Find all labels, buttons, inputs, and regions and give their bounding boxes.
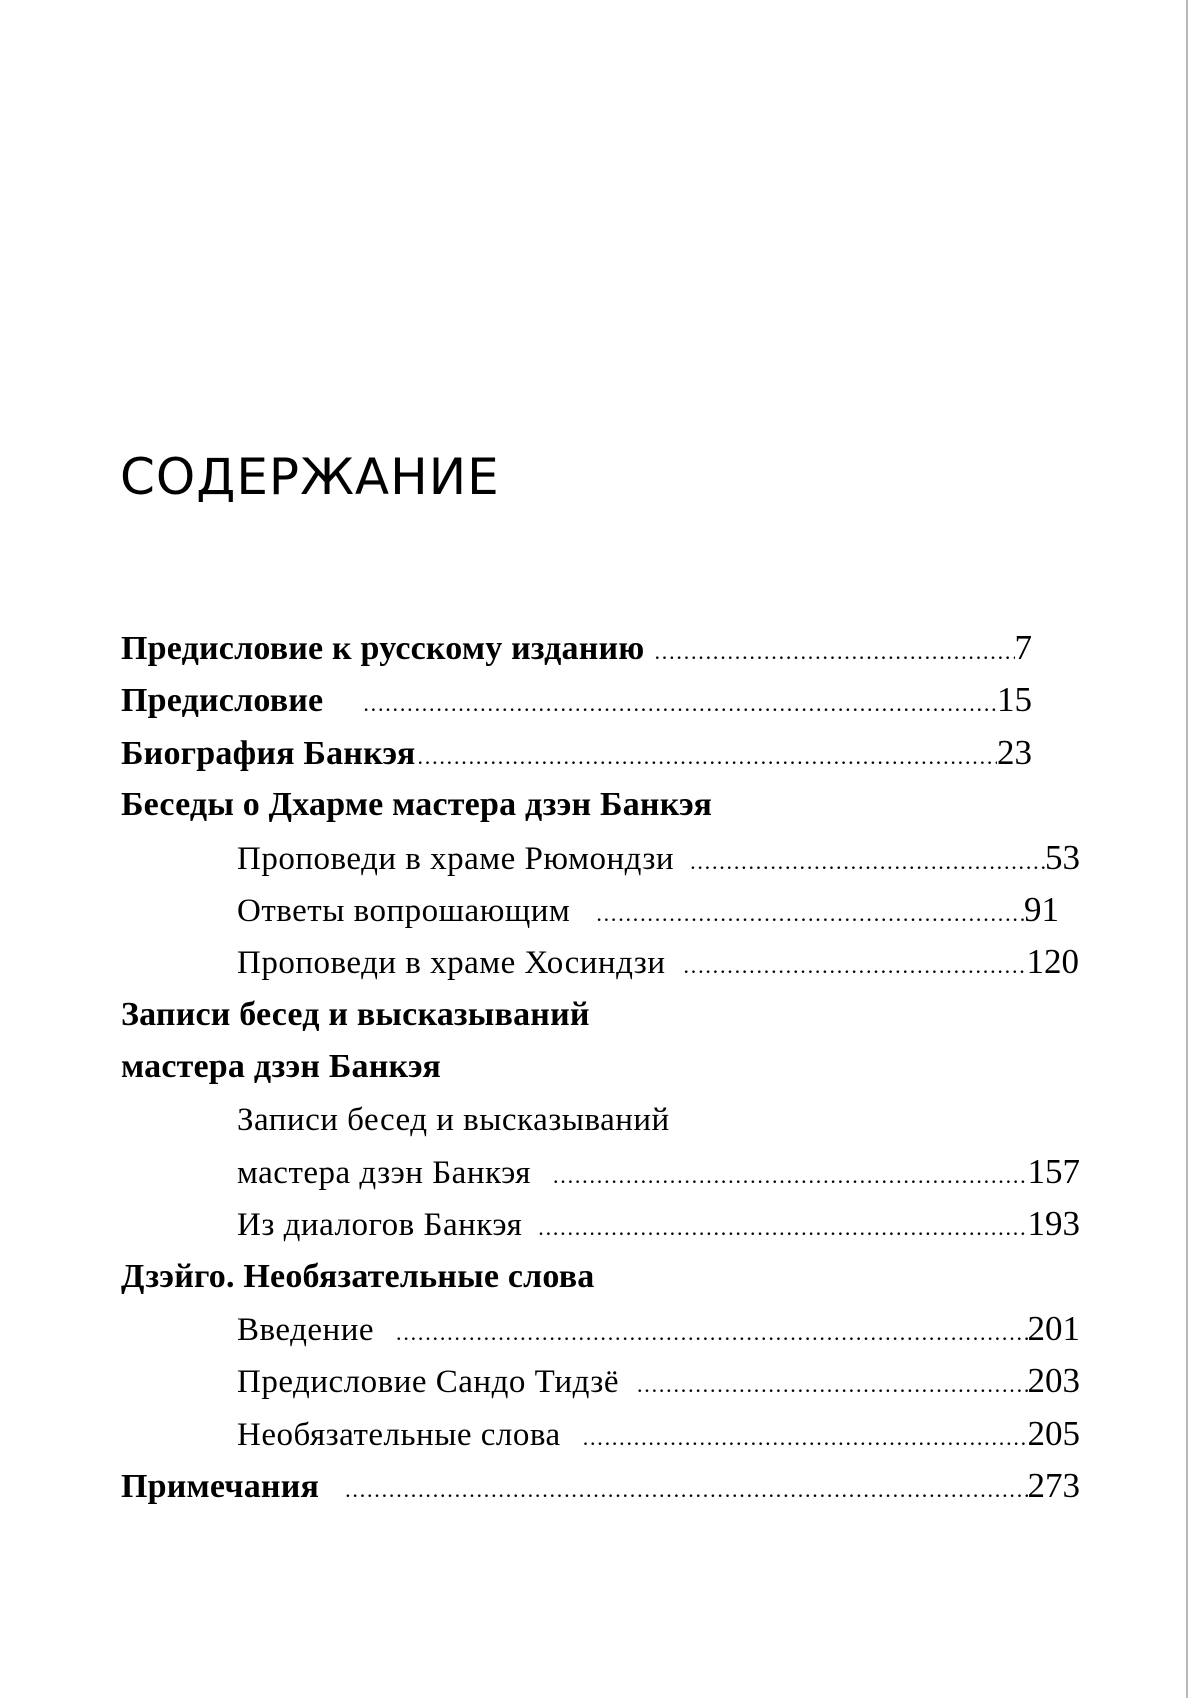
toc-entry[interactable] xyxy=(121,1303,1080,1355)
toc-entry[interactable] xyxy=(121,622,1032,674)
toc-entry-title: Необязательные слова xyxy=(237,1416,561,1453)
dot-leader xyxy=(596,888,1024,940)
toc-entry[interactable] xyxy=(121,832,1080,884)
toc-entry[interactable] xyxy=(121,936,1079,988)
toc-section-heading[interactable] xyxy=(121,989,1081,1041)
dot-leader xyxy=(637,1359,1028,1411)
toc-entry-page: 53 xyxy=(1045,837,1080,877)
toc-entry-title: Биография Банкэя xyxy=(121,734,416,772)
toc-entry-title: Записи бесед и высказываний xyxy=(121,995,590,1033)
page-edge xyxy=(1186,0,1188,1698)
toc-entry[interactable] xyxy=(121,1408,1080,1460)
toc-entry-title: Предисловие к русскому изданию xyxy=(121,630,645,667)
page-title: СОДЕРЖАНИЕ xyxy=(120,448,500,506)
toc-entry-title: Дзэйго. Необязательные слова xyxy=(121,1257,595,1295)
toc-entry-page: 193 xyxy=(1027,1204,1080,1244)
toc-entry[interactable] xyxy=(121,674,1032,726)
toc-entry[interactable] xyxy=(121,884,1059,936)
toc-entry-title: Предисловие Сандо Тидзё xyxy=(237,1364,619,1401)
dot-leader xyxy=(417,731,997,783)
dot-leader xyxy=(396,1307,1027,1359)
toc-entry-title: Записи бесед и высказываний xyxy=(237,1101,670,1138)
dot-leader xyxy=(553,1150,1028,1202)
toc-entry-page: 205 xyxy=(1027,1413,1080,1453)
dot-leader xyxy=(538,1202,1027,1254)
table-of-contents xyxy=(121,622,1081,1513)
toc-entry-page: 23 xyxy=(997,732,1032,772)
toc-entry-page: 201 xyxy=(1027,1309,1080,1349)
toc-entry-title: Проповеди в храме Хосиндзи xyxy=(237,945,666,982)
toc-entry-page: 273 xyxy=(1027,1466,1080,1506)
toc-entry[interactable] xyxy=(121,1355,1080,1407)
toc-entry-title: Введение xyxy=(237,1312,375,1349)
dot-leader xyxy=(583,1412,1028,1464)
dot-leader xyxy=(690,836,1045,888)
toc-entry-title: Примечания xyxy=(121,1468,320,1506)
toc-entry-title: мастера дзэн Банкэя xyxy=(237,1154,531,1191)
toc-section-heading[interactable] xyxy=(121,779,1081,831)
dot-leader xyxy=(345,1464,1027,1516)
toc-entry-title: Беседы о Дхарме мастера дзэн Банкэя xyxy=(121,786,713,824)
toc-entry-page: 157 xyxy=(1027,1151,1080,1191)
toc-entry-page: 91 xyxy=(1024,889,1059,929)
toc-entry-title: Из диалогов Банкэя xyxy=(237,1207,523,1244)
toc-entry-page: 120 xyxy=(1026,942,1079,982)
toc-section-heading[interactable] xyxy=(121,1251,1081,1303)
toc-entry-title: Предисловие xyxy=(121,682,324,720)
toc-entry-page: 7 xyxy=(1014,628,1032,667)
toc-section-heading[interactable] xyxy=(121,1041,1081,1093)
toc-entry-title: Проповеди в храме Рюмондзи xyxy=(237,840,675,877)
dot-leader xyxy=(655,626,1015,678)
toc-entry-title: мастера дзэн Банкэя xyxy=(121,1048,441,1086)
dot-leader xyxy=(683,940,1026,992)
toc-entry[interactable] xyxy=(121,1094,921,1146)
dot-leader xyxy=(363,678,997,730)
toc-entry-title: Ответы вопрошающим xyxy=(237,892,571,929)
toc-entry[interactable] xyxy=(121,1146,1080,1198)
toc-entry-page: 15 xyxy=(997,680,1032,720)
toc-entry[interactable] xyxy=(121,1460,1080,1512)
toc-entry-page: 203 xyxy=(1027,1361,1080,1401)
toc-entry[interactable] xyxy=(121,727,1032,779)
toc-entry[interactable] xyxy=(121,1198,1080,1250)
